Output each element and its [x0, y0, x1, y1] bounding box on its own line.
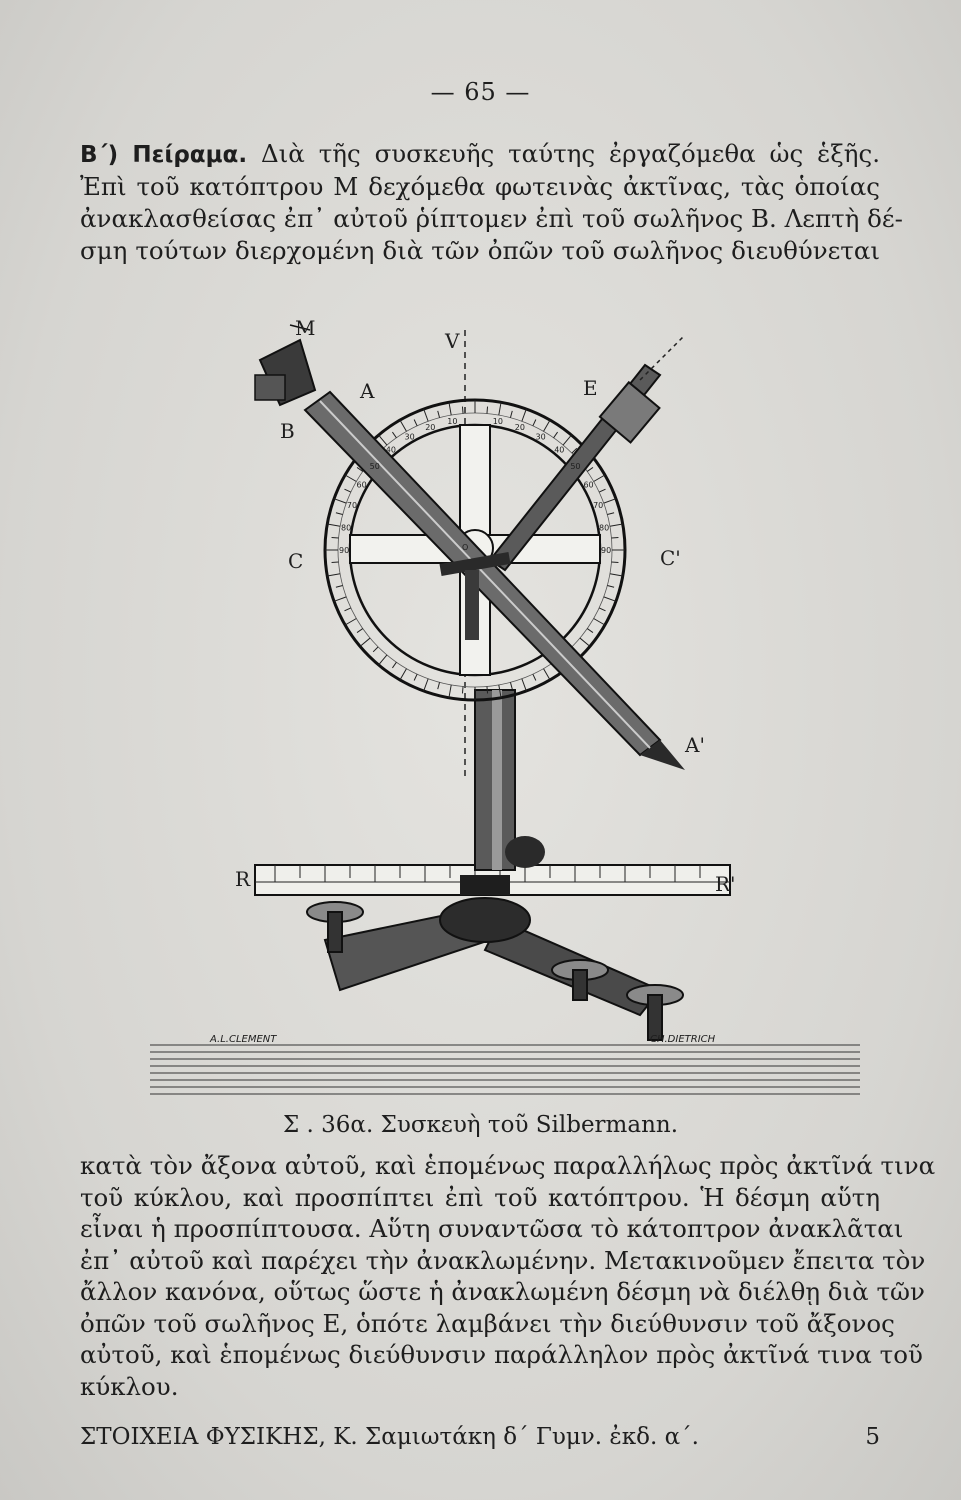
circle-tick: [554, 432, 558, 438]
circle-tick: [587, 467, 593, 471]
circle-tick: [414, 674, 417, 680]
paragraph-1: [80, 138, 903, 267]
circle-tick: [487, 407, 488, 414]
circle-tick: [522, 409, 526, 421]
footer-book-title: ΣΤΟΙΧΕΙΑ ΦΥΣΙΚΗΣ, Κ. Σαμιωτάκη δ΄ Γυμν. ἐκδ. α΄.: [80, 1424, 699, 1450]
label-o: O: [462, 543, 469, 552]
circle-tick: [332, 537, 339, 538]
circle-scale-number: 40: [554, 445, 565, 455]
circle-tick: [449, 402, 451, 415]
circle-scale-number: 10: [447, 416, 458, 426]
circle-scale-number: 90: [601, 546, 612, 555]
circle-tick: [544, 420, 551, 431]
circle-tick: [332, 562, 339, 563]
tripod-base: [307, 898, 683, 1040]
engraver-credit-right: CH.DIETRICH: [650, 1034, 716, 1045]
circle-scale-number: 80: [340, 523, 352, 533]
paragraph-line: εἶναι ἡ προσπίπτουσα. Αὕτη συναντῶσα τὸ κάτοπτρον ἀνακλᾶται: [80, 1214, 904, 1243]
paragraph-line: αὐτοῦ, καὶ ἑπομένως διεύθυνσιν παράλληλον πρὸς ἀκτῖνά τινα τοῦ: [80, 1340, 923, 1369]
circle-scale-number: 80: [599, 523, 610, 533]
label-r: R: [235, 867, 251, 891]
circle-tick: [400, 420, 407, 431]
circle-tick: [610, 574, 623, 576]
circle-tick: [438, 682, 440, 689]
circle-tick: [345, 619, 356, 626]
circle-tick: [462, 686, 463, 693]
circle-tick: [510, 682, 512, 689]
circle-scale-number: 30: [404, 432, 415, 442]
label-b: B: [280, 419, 295, 443]
figure-caption: Σ . 36α. Συσκευὴ τοῦ Silbermann.: [282, 1112, 679, 1138]
circle-scale-number: 30: [535, 432, 546, 442]
circle-tick: [360, 638, 370, 646]
circle-tick: [594, 475, 605, 482]
ground-hatching: [150, 1045, 860, 1094]
section-heading: Β΄) Πείραμα.: [80, 142, 248, 168]
circle-tick: [510, 411, 512, 418]
circle-tick: [611, 562, 618, 563]
circle-scale-number: 20: [514, 422, 525, 432]
circle-scale-number: 90: [339, 546, 350, 555]
paragraph-line: ἀνακλασθείσας ἐπ᾽ αὐτοῦ ῥίπτομεν ἐπὶ τοῦ σωλῆνος Β. Λεπτὴ δέ-: [80, 204, 903, 233]
circle-tick: [533, 674, 536, 680]
circle-tick: [522, 679, 526, 691]
circle-tick: [334, 597, 346, 601]
circle-tick: [424, 409, 428, 421]
circle-tick: [587, 629, 593, 633]
circle-tick: [611, 537, 618, 538]
label-a-prime: A': [685, 733, 705, 757]
circle-scale-number: 20: [425, 422, 436, 432]
circle-scale-number: 10: [492, 416, 503, 426]
circle-scale-number: 60: [356, 480, 367, 490]
circle-tick: [379, 655, 387, 665]
paragraph-line: ἐπ᾽ αὐτοῦ καὶ παρέχει τὴν ἀνακλωμένην. Μετακινοῦμεν ἔπειτα τὸν: [80, 1245, 926, 1275]
circle-tick: [357, 629, 363, 633]
page-footer: [80, 1424, 880, 1450]
circle-tick: [487, 686, 488, 693]
label-v: V: [445, 329, 460, 353]
circle-tick: [345, 475, 356, 482]
paragraph-line: Ἐπὶ τοῦ κατόπτρου Μ δεχόμεθα φωτεινὰς ἀκτῖνας, τὰς ὁποίας: [80, 172, 880, 201]
page-number: — 65 —: [430, 78, 531, 106]
engraver-credit-left: A.L.CLEMENT: [210, 1034, 277, 1045]
paragraph-line: Β΄) Πείραμα. Διὰ τῆς συσκευῆς ταύτης ἐργαζόμεθα ὡς ἑξῆς.: [80, 139, 880, 168]
circle-tick: [599, 608, 605, 611]
circle-tick: [604, 499, 616, 503]
circle-scale-number: 50: [369, 461, 380, 471]
circle-tick: [544, 669, 551, 680]
circle-scale-number: 60: [583, 480, 594, 490]
circle-tick: [580, 638, 590, 646]
circle-tick: [607, 513, 614, 515]
paragraph-2: [80, 1150, 936, 1402]
circle-tick: [400, 669, 407, 680]
circle-scale-number: 70: [593, 501, 604, 511]
paragraph-line: ὀπῶν τοῦ σωλῆνος Ε, ὁπότε λαμβάνει τὴν διεύθυνσιν τοῦ ἄξονος: [80, 1308, 895, 1338]
circle-scale-number: 40: [385, 445, 396, 455]
circle-tick: [533, 419, 536, 425]
circle-tick: [373, 647, 378, 652]
label-r-prime: R': [715, 872, 736, 896]
circle-tick: [344, 489, 350, 492]
circle-tick: [336, 585, 343, 587]
paragraph-line: κατὰ τὸν ἄξονα αὐτοῦ, καὶ ἑπομένως παραλλήλως πρὸς ἀκτῖνά τινα: [80, 1151, 936, 1180]
circle-tick: [327, 524, 340, 526]
footer-signature-number: 5: [865, 1424, 880, 1450]
circle-tick: [344, 608, 350, 611]
circle-scale-number: 70: [346, 501, 358, 511]
circle-tick: [563, 435, 571, 445]
circle-tick: [392, 662, 396, 668]
label-c: C: [288, 549, 304, 573]
circle-tick: [414, 419, 417, 425]
label-e: E: [583, 376, 598, 400]
circle-tick: [424, 679, 428, 691]
paragraph-line: σμη τούτων διερχομένη διὰ τῶν ὀπῶν τοῦ σωλῆνος διευθύνεται: [80, 236, 880, 265]
support-column: [475, 690, 545, 870]
circle-tick: [449, 685, 451, 698]
circle-tick: [499, 402, 501, 415]
circle-tick: [594, 619, 605, 626]
paragraph-line: ἄλλον κανόνα, οὕτως ὥστε ἡ ἀνακλωμένη δέσμη νὰ διέλθῃ διὰ τῶν: [80, 1277, 925, 1306]
circle-tick: [334, 499, 346, 503]
circle-tick: [610, 524, 623, 526]
circle-tick: [604, 597, 616, 601]
label-m: M: [295, 316, 316, 340]
silbermann-apparatus-illustration: [140, 300, 880, 1110]
paragraph-line: κύκλου.: [80, 1371, 179, 1401]
circle-tick: [599, 489, 605, 492]
paragraph-line: τοῦ κύκλου, καὶ προσπίπτει ἐπὶ τοῦ κατόπτρου. Ἡ δέσμη αὕτη: [80, 1182, 880, 1212]
circle-tick: [327, 574, 340, 576]
circle-tick: [392, 432, 396, 438]
label-c-prime: C': [660, 546, 681, 570]
circle-tick: [438, 411, 440, 418]
circle-scale-number: 50: [570, 461, 581, 471]
circle-tick: [607, 585, 614, 587]
label-a: A: [360, 379, 375, 403]
circle-tick: [462, 407, 463, 414]
circle-tick: [336, 513, 343, 515]
